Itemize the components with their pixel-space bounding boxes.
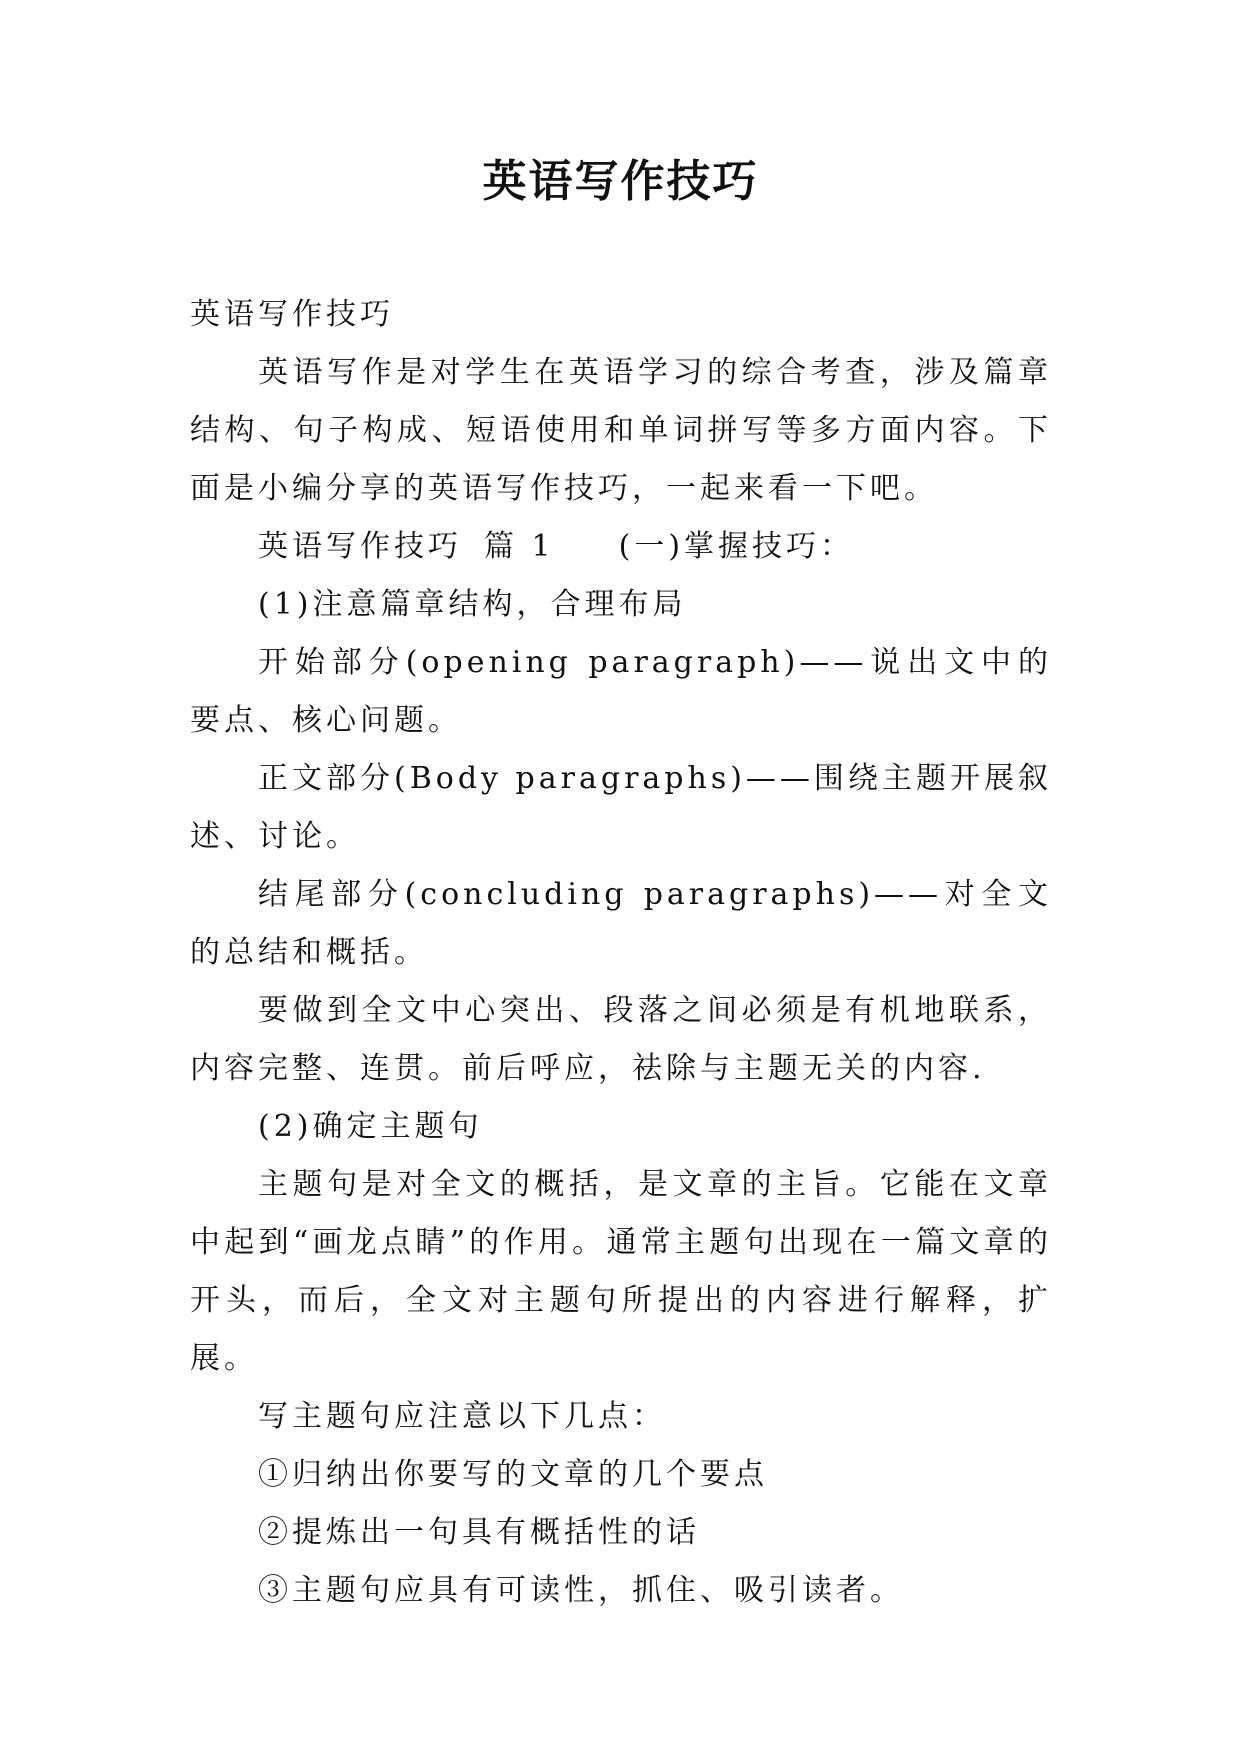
note-item-1: ①归纳出你要写的文章的几个要点 xyxy=(258,1457,768,1492)
note-item-3: ③主题句应具有可读性，抓住、吸引读者。 xyxy=(258,1573,904,1608)
section-heading-number: 篇 1 xyxy=(484,529,555,564)
point2-heading: (2)确定主题句 xyxy=(258,1109,483,1144)
opening-paragraph: 开始部分(opening paragraph)——说出文中的要点、核心问题。 xyxy=(190,645,1052,738)
coherence-paragraph: 要做到全文中心突出、段落之间必须是有机地联系，内容完整、连贯。前后呼应，祛除与主题无关的内容. xyxy=(190,993,1052,1086)
body-paragraph: 正文部分(Body paragraphs)——围绕主题开展叙述、讨论。 xyxy=(190,761,1052,854)
section-heading-label: 英语写作技巧 xyxy=(258,529,462,564)
note-item-2: ②提炼出一句具有概括性的话 xyxy=(258,1515,700,1550)
concluding-paragraph: 结尾部分(concluding paragraphs)——对全文的总结和概括。 xyxy=(190,877,1052,970)
section-heading xyxy=(190,518,1052,576)
point1-heading: (1)注意篇章结构，合理布局 xyxy=(258,587,687,622)
intro-paragraph: 英语写作是对学生在英语学习的综合考查，涉及篇章结构、句子构成、短语使用和单词拼写等多方面内容。下面是小编分享的英语写作技巧，一起来看一下吧。 xyxy=(190,355,1052,506)
document-subtitle: 英语写作技巧 xyxy=(190,297,394,332)
topic-sentence-paragraph: 主题句是对全文的概括，是文章的主旨。它能在文章中起到“画龙点睛”的作用。通常主题句出现在一篇文章的开头，而后，全文对主题句所提出的内容进行解释，扩展。 xyxy=(190,1167,1052,1376)
document-title: 英语写作技巧 xyxy=(482,156,759,207)
section-heading-part: (一)掌握技巧： xyxy=(618,529,855,564)
notes-intro: 写主题句应注意以下几点： xyxy=(258,1399,666,1434)
document-body xyxy=(190,286,1052,1620)
